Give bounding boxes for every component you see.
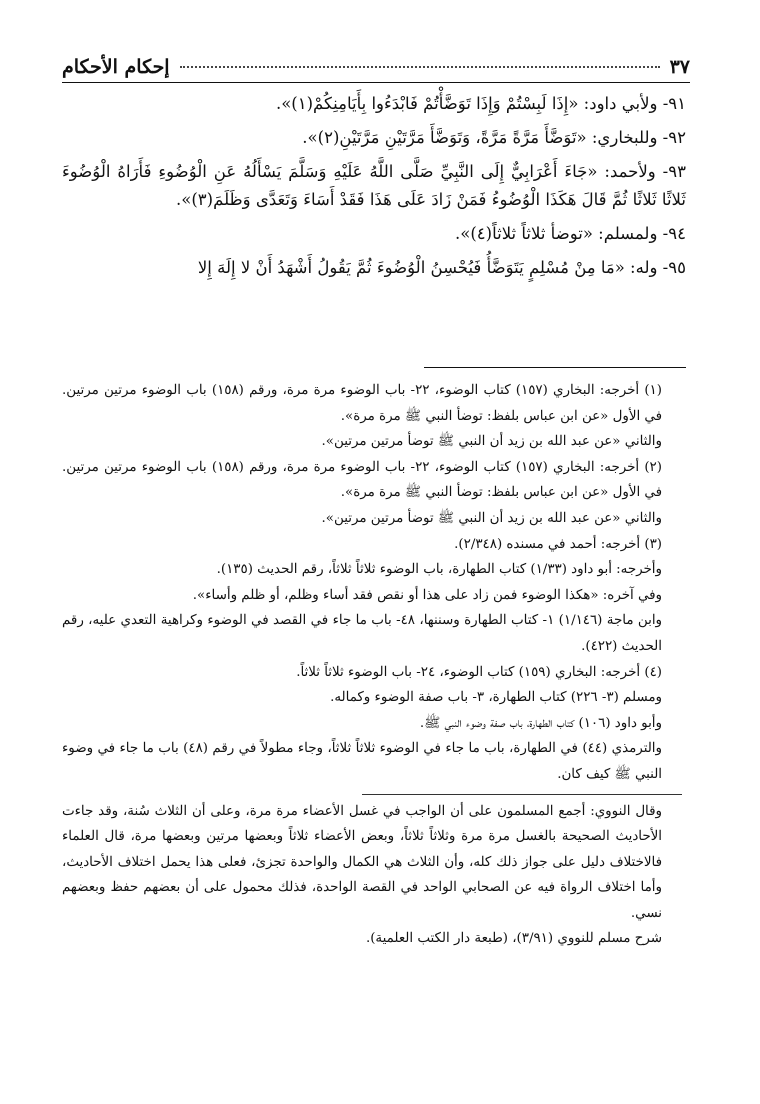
footnote-3-ibn-majah: وابن ماجة (١/١٤٦) ١- كتاب الطهارة وسننها، ٤٨- باب ما جاء في القصد في الوضوء وكراهية التعدي عليه، رقم الحديث (٤٢٢). [62,613,662,654]
footnote-separator [424,367,686,368]
footnote-4-tirmidhi: والترمذي (٤٤) في الطهارة، باب ما جاء في الوضوء ثلاثاً ثلاثاً، وجاء مطولاً في رقم (٤٨) باب ما جاء في وضوء النبي ﷺ كيف كان. [62,741,662,782]
header-leader-dots [180,66,660,68]
footnote-1-main: (١) أخرجه: البخاري (١٥٧) كتاب الوضوء، ٢٢- باب الوضوء مرة مرة، ورقم (١٥٨) باب الوضوء مرتين مرتين. في الأول «عن ابن عباس بلفظ: توضأ النبي ﷺ مرة مرة». [62,383,662,424]
footnote-1-second: والثاني «عن عبد الله بن زيد أن النبي ﷺ توضأ مرتين مرتين». [321,434,662,450]
footnote-2-main: (٢) أخرجه: البخاري (١٥٧) كتاب الوضوء، ٢٢- باب الوضوء مرة مرة، ورقم (١٥٨) باب الوضوء مرتين مرتين. في الأول «عن ابن عباس بلفظ: توضأ النبي ﷺ مرة مرة». [62,459,662,501]
hadith-93: ٩٣- ولأحمد: «جَاءَ أَعْرَابِيٌّ إِلَى النَّبِيِّ صَلَّى اللَّهُ عَلَيْهِ وَسَلَّمَ يَسْأَلُهُ عَنِ الْوُضُوءِ فَأَرَاهُ الْوُضُوءَ ثَلاثًا ثَلاثًا ثُمَّ قَالَ هَكَذَا الْوُضُوءُ فَمَنْ زَادَ عَلَى هَذَا فَقَدْ أَسَاءَ وَتَعَدَّى وَظَلَمَ(٣)». [62,162,686,209]
hadith-94: ٩٤- ولمسلم: «توضأ ثلاثاً ثلاثاً(٤)». [454,224,686,243]
footnote-3-main: (٣) أخرجه: أحمد في مسنده (٢/٣٤٨). [454,536,662,552]
hadith-91: ٩١- ولأبي داود: «إِذَا لَبِسْتُمْ وَإِذَا تَوَضَّأْتُمْ فَابْدَءُوا بِأَيَامِنِكُمْ(١)». [275,94,686,113]
footnote-4-main: (٤) أخرجه: البخاري (١٥٩) كتاب الوضوء، ٢٤- باب الوضوء ثلاثاً ثلاثاً. [296,664,662,680]
footnote-2-second: والثاني «عن عبد الله بن زيد أن النبي ﷺ توضأ مرتين مرتين». [321,510,662,526]
footnote-4-abu-dawud: وأبو داود (١٠٦) كتاب الطهارة، باب صفة وضوء النبي ﷺ. [419,715,662,731]
commentary-separator [362,794,682,795]
nawawi-source: شرح مسلم للنووي (٣/٩١)، (طبعة دار الكتب العلمية). [365,931,662,947]
page-number: ٣٧ [669,56,690,78]
footnote-3-abu-dawud: وأخرجه: أبو داود (١/٣٣) كتاب الطهارة، باب الوضوء ثلاثاً ثلاثاً، رقم الحديث (١٣٥). [216,562,662,578]
footnote-4-muslim: ومسلم (٣- ٢٢٦) كتاب الطهارة، ٣- باب صفة الوضوء وكماله. [330,690,662,706]
page-header [62,52,690,83]
running-title: إحكام الأحكام [62,56,170,78]
nawawi-commentary: وقال النووي: أجمع المسلمون على أن الواجب في غسل الأعضاء مرة مرة، وعلى أن الثلاث سُنة، وقد جاءت الأحاديث الصحيحة بالغسل مرة مرة وثلاثاً ثلاثاً، وبعض الأعضاء ثلاثاً وبعضها مرتين وبعضها مرة، قال العلماء فالاختلاف دليل على جواز ذلك كله، وأن الثلاث هي الكمال والواحدة تجزئ، فعلى هذا يحمل اختلاف الأحاديث، وأما اختلاف الرواة فيه عن الصحابي الواحد في القصة الواحدة، فذلك محمول على أن بعضهم حفظ وبعضهم نسي. [62,803,662,921]
footnotes [62,378,682,952]
footnote-3-ending: وفي آخره: «هكذا الوضوء فمن زاد على هذا أو نقص فقد أساء وظلم، أو ظلم وأساء». [192,587,662,603]
hadith-95: ٩٥- وله: «مَا مِنْ مُسْلِمٍ يَتَوَضَّأُ فَيُحْسِنُ الْوُضُوءَ ثُمَّ يَقُولُ أَشْهَدُ أَنْ لا إِلَهَ إِلا [197,258,686,277]
hadith-92: ٩٢- وللبخاري: «تَوَضَّأَ مَرَّةً مَرَّةً، وَتَوَضَّأَ مَرَّتَيْنِ مَرَّتَيْنِ(٢)». [302,128,686,147]
main-text [62,90,686,288]
